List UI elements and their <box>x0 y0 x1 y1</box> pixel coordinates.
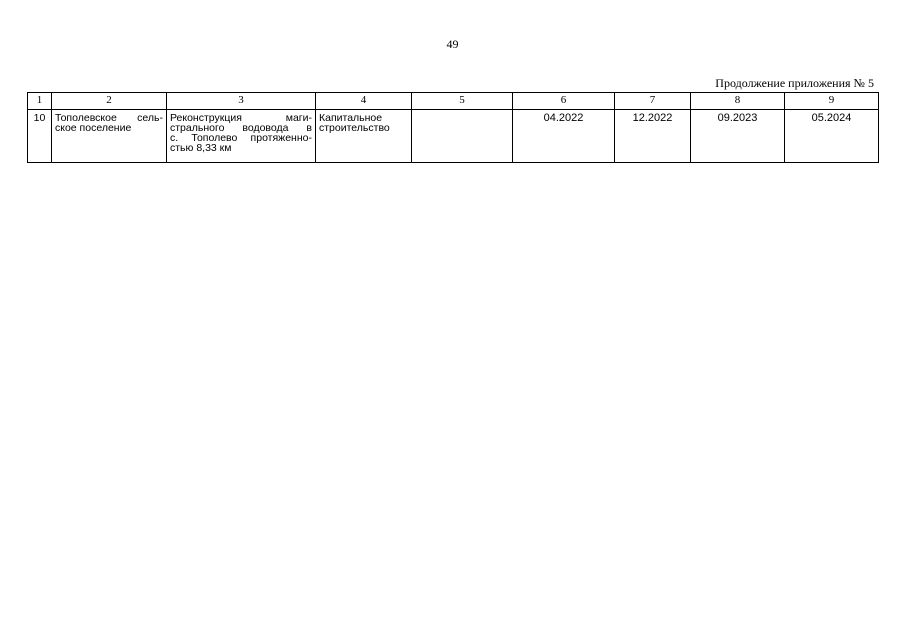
object-line: с. Тополево протяженно- <box>170 132 312 144</box>
settlement-line: Тополевское сель- <box>55 112 163 124</box>
row-number: 10 <box>28 110 52 163</box>
column-number: 3 <box>167 93 316 110</box>
date-cell: 05.2024 <box>785 110 879 163</box>
settlement-cell <box>52 110 167 163</box>
table-row <box>28 110 879 163</box>
object-line: стью 8,33 км <box>170 142 232 154</box>
date-cell: 09.2023 <box>691 110 785 163</box>
appendix-table <box>27 92 879 163</box>
work-type-line: Капитальное <box>319 112 383 124</box>
continuation-note: Продолжение приложения № 5 <box>715 76 874 90</box>
column-5-cell <box>412 110 513 163</box>
column-number-row <box>28 93 879 110</box>
column-number: 2 <box>52 93 167 110</box>
date-cell: 04.2022 <box>513 110 615 163</box>
column-number: 6 <box>513 93 615 110</box>
column-number: 5 <box>412 93 513 110</box>
column-number: 4 <box>316 93 412 110</box>
work-type-cell <box>316 110 412 163</box>
column-number: 9 <box>785 93 879 110</box>
work-type-line: строительство <box>319 122 390 134</box>
settlement-line: ское поселение <box>55 122 132 134</box>
column-number: 7 <box>615 93 691 110</box>
column-number: 1 <box>28 93 52 110</box>
object-line: стрального водовода в <box>170 122 312 134</box>
page-number: 49 <box>446 37 459 51</box>
object-cell <box>167 110 316 163</box>
column-number: 8 <box>691 93 785 110</box>
date-cell: 12.2022 <box>615 110 691 163</box>
object-line: Реконструкция маги- <box>170 112 312 124</box>
